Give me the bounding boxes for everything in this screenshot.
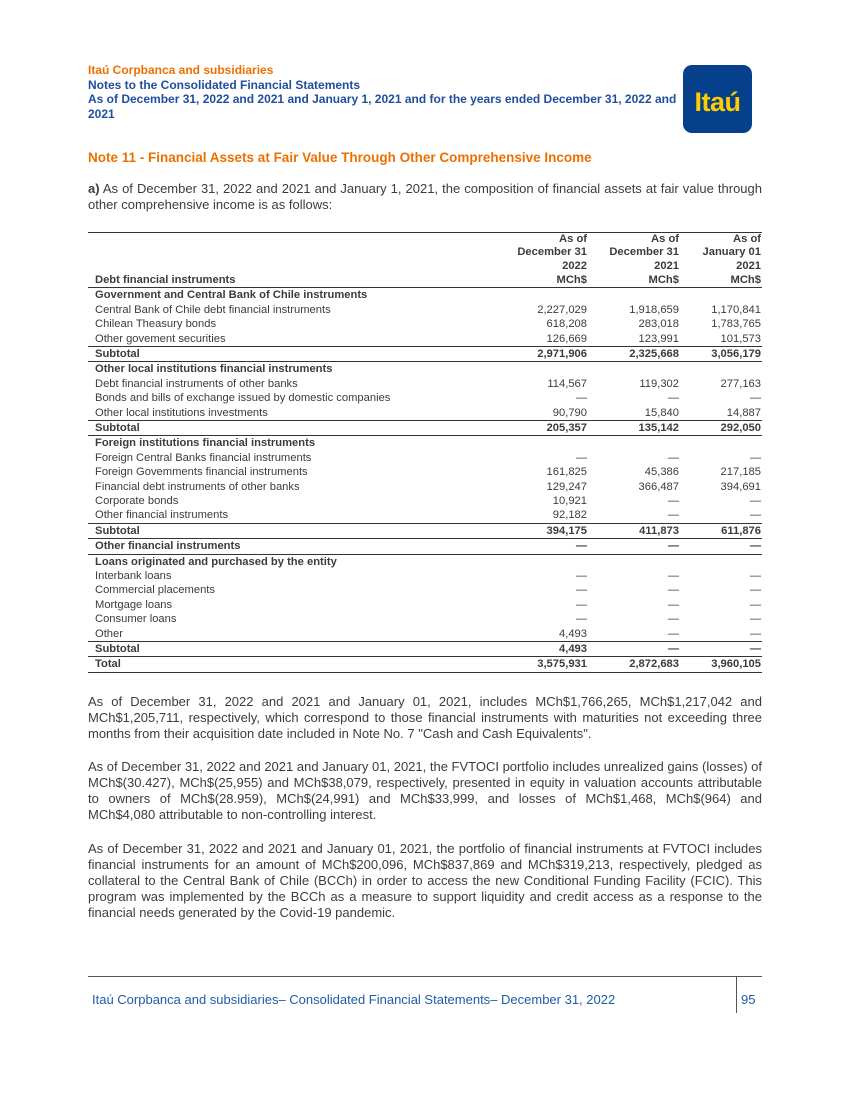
value-cell: —	[680, 642, 762, 657]
value-cell: 2,971,906	[508, 346, 588, 361]
value-cell	[588, 362, 680, 377]
value-cell: 114,567	[547, 377, 587, 390]
value-cell: —	[680, 539, 762, 554]
table-total-row	[88, 657, 762, 672]
value-cell: 277,163	[720, 377, 761, 390]
table-row	[88, 317, 762, 331]
value-cell: —	[575, 451, 587, 464]
value-cell: 3,575,931	[508, 657, 588, 672]
value-cell: 45,386	[644, 466, 679, 479]
value-cell: —	[667, 494, 679, 507]
table-row	[88, 480, 762, 494]
value-cell: —	[749, 392, 761, 405]
row-label: Total	[88, 657, 508, 672]
value-cell: —	[667, 613, 679, 626]
row-label: Other govement securities	[95, 332, 226, 345]
row-label: Other financial instruments	[95, 509, 229, 522]
value-cell: 394,691	[720, 480, 761, 493]
row-label: Commercial placements	[95, 584, 215, 597]
table-subtotal-row	[88, 642, 762, 657]
table-subtotal-row	[88, 523, 762, 538]
row-label: Chilean Theasury bonds	[95, 318, 217, 331]
table-row	[88, 627, 762, 642]
unit-cell: MCh$	[508, 273, 588, 288]
value-cell: 119,302	[639, 377, 679, 390]
value-cell: 15,840	[644, 406, 679, 419]
table-row	[88, 508, 762, 523]
table-header-row	[88, 233, 762, 273]
row-label: Central Bank of Chile debt financial instruments	[95, 303, 331, 316]
row-label: Subtotal	[88, 523, 508, 538]
value-cell: —	[667, 570, 679, 583]
row-label: Consumer loans	[95, 613, 177, 626]
value-cell: 411,873	[588, 523, 680, 538]
logo-text: Itaú	[694, 86, 741, 117]
table-row	[88, 583, 762, 597]
value-cell: —	[749, 570, 761, 583]
value-cell: —	[749, 494, 761, 507]
value-cell: —	[749, 509, 761, 522]
table-row	[88, 391, 762, 405]
value-cell: —	[667, 509, 679, 522]
col-header-jan-2021: As of January 01 2021	[702, 233, 761, 272]
unit-cell: MCh$	[680, 273, 762, 288]
value-cell	[508, 554, 588, 569]
value-cell: 217,185	[720, 466, 761, 479]
value-cell: —	[575, 570, 587, 583]
unit-cell: MCh$	[588, 273, 680, 288]
value-cell	[680, 554, 762, 569]
value-cell: —	[588, 642, 680, 657]
value-cell: —	[749, 598, 761, 611]
itau-logo	[683, 65, 752, 133]
value-cell: —	[588, 539, 680, 554]
footer-text: Itaú Corpbanca and subsidiaries– Consolidated Financial Statements– December 31, 2022	[92, 992, 616, 1007]
header-subtitle: Notes to the Consolidated Financial Statements	[88, 77, 361, 92]
value-cell: 10,921	[552, 494, 587, 507]
intro-text: As of December 31, 2022 and 2021 and January 1, 2021, the composition of financial assets at fair value through other comprehensive income is as follows:	[88, 181, 762, 212]
value-cell: 123,991	[638, 332, 679, 345]
table-group-row	[88, 288, 762, 303]
value-cell: 1,170,841	[711, 303, 761, 316]
intro-paragraph	[88, 181, 762, 213]
col-header-2022: As of December 31 2022	[517, 233, 587, 272]
col-header-2021: As of December 31 2021	[609, 233, 679, 272]
value-cell: 3,056,179	[680, 346, 762, 361]
table-row	[88, 303, 762, 317]
value-cell: 14,887	[726, 406, 761, 419]
document-header	[88, 63, 688, 121]
footer-vertical-divider	[736, 977, 737, 1013]
table-group-row	[88, 436, 762, 451]
value-cell: 129,247	[546, 480, 587, 493]
value-cell: 205,357	[508, 420, 588, 435]
value-cell: —	[667, 392, 679, 405]
row-label: Loans originated and purchased by the entity	[95, 555, 337, 568]
value-cell: 283,018	[638, 318, 679, 331]
row-label: Subtotal	[88, 642, 508, 657]
fvtoci-table-container	[88, 232, 762, 673]
value-cell: 101,573	[720, 332, 761, 345]
row-label: Other local institutions financial instruments	[95, 363, 333, 376]
value-cell: —	[508, 539, 588, 554]
value-cell: —	[749, 584, 761, 597]
value-cell	[588, 436, 680, 451]
footer-divider	[88, 976, 762, 977]
value-cell: 366,487	[638, 480, 679, 493]
value-cell: —	[749, 451, 761, 464]
value-cell: —	[749, 627, 761, 640]
value-cell: —	[667, 584, 679, 597]
value-cell	[680, 436, 762, 451]
value-cell: 611,876	[680, 523, 762, 538]
value-cell: 618,208	[546, 318, 587, 331]
row-label: Bonds and bills of exchange issued by domestic companies	[95, 392, 391, 405]
row-label: Corporate bonds	[95, 494, 179, 507]
value-cell: 1,783,765	[711, 318, 761, 331]
table-subtotal-row	[88, 420, 762, 435]
value-cell	[508, 362, 588, 377]
value-cell: 2,227,029	[537, 303, 587, 316]
row-label: Government and Central Bank of Chile instruments	[95, 289, 368, 302]
table-row	[88, 569, 762, 583]
table-group-row	[88, 554, 762, 569]
value-cell: —	[575, 598, 587, 611]
value-cell: —	[575, 613, 587, 626]
row-label: Foreign Govemments financial instruments	[95, 466, 308, 479]
table-row	[88, 465, 762, 479]
unit-row-label: Debt financial instruments	[88, 273, 508, 288]
value-cell	[588, 554, 680, 569]
row-label: Subtotal	[88, 420, 508, 435]
paragraph-cash-equivalents: As of December 31, 2022 and 2021 and January 01, 2021, includes MCh$1,766,265, MCh$1,217,042 and MCh$1,205,711, respectively, which correspond to those financial instruments with maturities not exceeding three months from their acquisition date included in Note No. 7 "Cash and Cash Equivalents".	[88, 694, 762, 741]
value-cell: 135,142	[588, 420, 680, 435]
value-cell: 92,182	[552, 509, 587, 522]
value-cell	[680, 288, 762, 303]
header-period: As of December 31, 2022 and 2021 and January 1, 2021 and for the years ended December 31, 2022 and 2021	[88, 92, 677, 121]
table-row	[88, 377, 762, 391]
value-cell: —	[667, 451, 679, 464]
row-label: Foreign institutions financial instruments	[95, 437, 316, 450]
value-cell: 3,960,105	[680, 657, 762, 672]
value-cell: 2,325,668	[588, 346, 680, 361]
intro-marker: a)	[88, 181, 100, 196]
table-row	[88, 612, 762, 626]
value-cell: 90,790	[552, 406, 587, 419]
table-group-row	[88, 362, 762, 377]
company-name: Itaú Corpbanca and subsidiaries	[88, 63, 274, 77]
value-cell	[588, 288, 680, 303]
table-row	[88, 598, 762, 612]
value-cell: 4,493	[508, 642, 588, 657]
table-row	[88, 406, 762, 421]
table-row	[88, 332, 762, 347]
row-label: Other	[95, 627, 123, 640]
unit-row	[88, 273, 762, 288]
value-cell	[508, 436, 588, 451]
row-label: Interbank loans	[95, 570, 172, 583]
value-cell: —	[575, 584, 587, 597]
row-label: Foreign Central Banks financial instruments	[95, 451, 312, 464]
row-label: Other financial instruments	[88, 539, 508, 554]
fvtoci-table	[88, 233, 762, 673]
paragraph-collateral: As of December 31, 2022 and 2021 and January 01, 2021, the portfolio of financial instruments at FVTOCI includes financial instruments for an amount of MCh$200,096, MCh$837,869 and MCh$319,213, respectively, pledged as collateral to the Central Bank of Chile (BCCh) in order to access the new Conditional Funding Facility (FCIC). This program was implemented by the BCCh as a measure to support liquidity and credit access as a response to the financial needs generated by the Covid-19 pandemic.	[88, 841, 762, 920]
row-label: Subtotal	[88, 346, 508, 361]
value-cell: 292,050	[680, 420, 762, 435]
value-cell: 4,493	[559, 627, 587, 640]
row-label: Mortgage loans	[95, 598, 173, 611]
value-cell: 161,825	[546, 466, 587, 479]
value-cell: —	[749, 613, 761, 626]
value-cell: —	[667, 627, 679, 640]
value-cell	[680, 362, 762, 377]
table-row	[88, 494, 762, 508]
row-label: Debt financial instruments of other banks	[95, 377, 298, 390]
paragraph-unrealized-gains: As of December 31, 2022 and 2021 and January 01, 2021, the FVTOCI portfolio includes unrealized gains (losses) of MCh$(30.427), MCh$(25,955) and MCh$38,079, respectively, presented in equity in valuation accounts attributable to owners of MCh$(28.959), MCh$(24,991) and MCh$33,999, and losses of MCh$1,468, MCh$(964) and MCh$4,080 attributable to non-controlling interest.	[88, 759, 762, 822]
note-title: Note 11 - Financial Assets at Fair Value Through Other Comprehensive Income	[88, 150, 592, 165]
value-cell: 2,872,683	[588, 657, 680, 672]
row-label: Other local institutions investments	[95, 406, 268, 419]
value-cell: 394,175	[508, 523, 588, 538]
value-cell: —	[667, 598, 679, 611]
value-cell: 1,918,659	[629, 303, 679, 316]
value-cell: 126,669	[546, 332, 587, 345]
table-subtotal-row	[88, 346, 762, 361]
value-cell: —	[575, 392, 587, 405]
page-number: 95	[741, 992, 756, 1007]
table-row	[88, 539, 762, 554]
table-row	[88, 451, 762, 465]
value-cell	[508, 288, 588, 303]
row-label: Financial debt instruments of other banks	[95, 480, 300, 493]
